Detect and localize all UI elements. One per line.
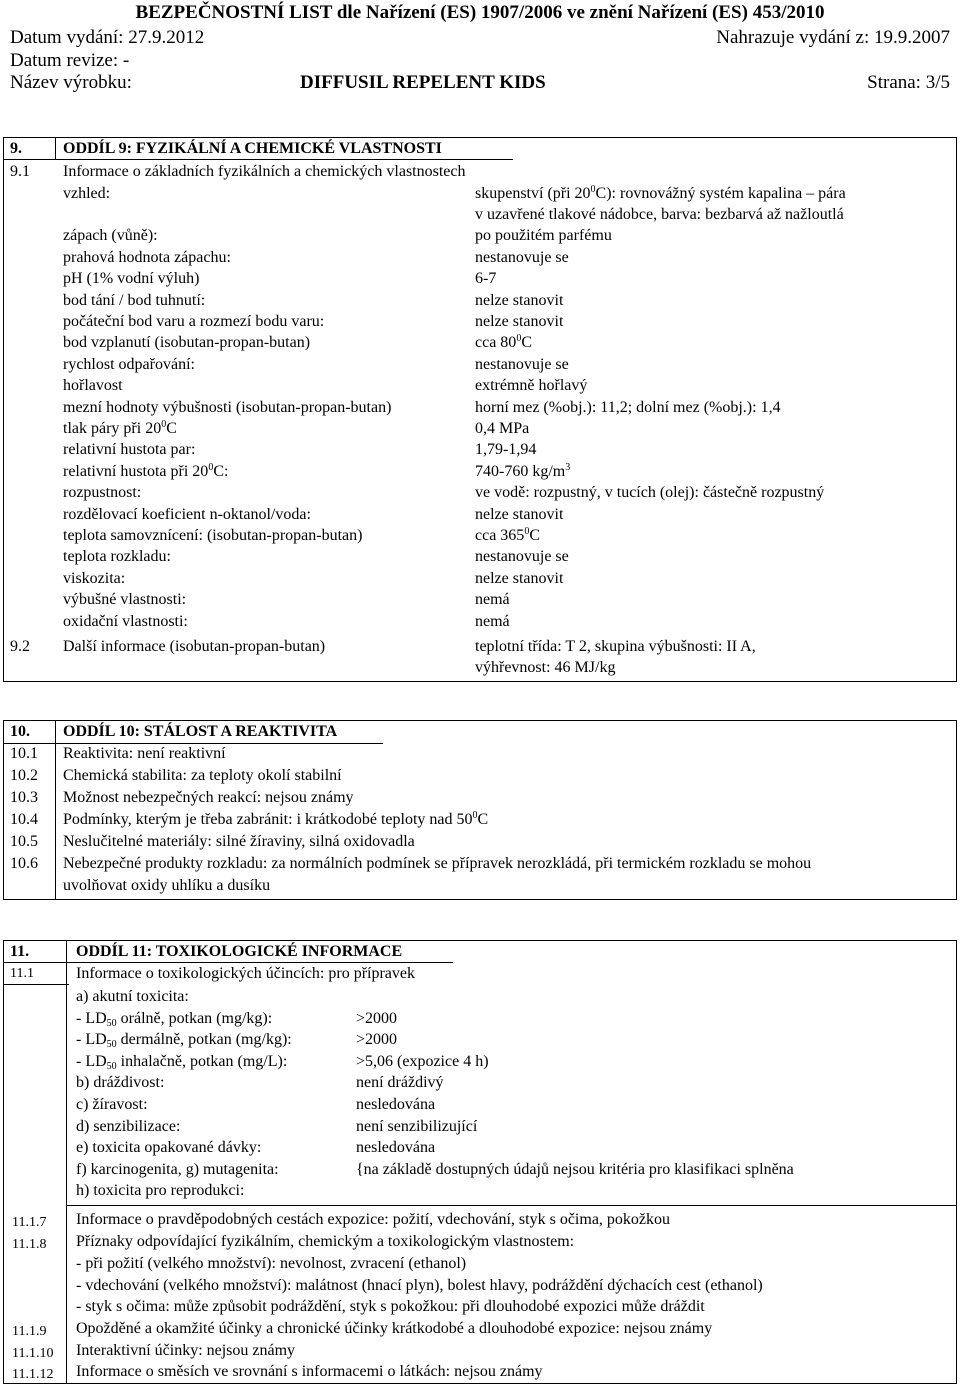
tox-value: >2000 <box>356 1009 398 1027</box>
product-label: Název výrobku: <box>10 72 132 93</box>
row-text: uvolňovat oxidy uhlíku a dusíku <box>63 877 271 894</box>
row-number: 10.2 <box>10 767 38 784</box>
section11-number: 11. <box>10 943 30 960</box>
row-text: Opožděné a okamžité účinky a chronické účinky krátkodobé a dlouhodobé expozice: nejsou známy <box>76 1320 713 1337</box>
property-value: nestanovuje se <box>475 548 569 566</box>
section9-2-value2: výhřevnost: 46 MJ/kg <box>475 659 616 676</box>
property-label: mezní hodnoty výbušnosti (isobutan-propan-butan) <box>63 398 392 416</box>
tox-value: >2000 <box>356 1031 398 1049</box>
property-value: nemá <box>475 591 510 609</box>
section11-1-number: 11.1 <box>10 966 34 981</box>
replaces-date: Nahrazuje vydání z: 19.9.2007 <box>716 27 950 48</box>
section9-title: ODDÍL 9: FYZIKÁLNÍ A CHEMICKÉ VLASTNOSTI <box>63 140 442 157</box>
tox-label: - $LD_{50}$ inhalačně, potkan (mg/L): <box>76 1052 288 1072</box>
row-text: Chemická stabilita: za teploty okolí stabilní <box>63 767 342 784</box>
row-text: Možnost nebezpečných reakcí: nejsou známy <box>63 789 354 806</box>
tox-value: není senzibilizující <box>356 1117 478 1135</box>
divider <box>55 137 56 159</box>
property-value: 6-7 <box>475 270 497 288</box>
property-label: pH (1% vodní výluh) <box>63 270 200 288</box>
property-label: počáteční bod varu a rozmezí bodu varu: <box>63 313 325 330</box>
property-label: relativní hustota par: <box>63 441 196 459</box>
divider <box>3 962 453 963</box>
tox-label: f) karcinogenita, g) mutagenita: <box>76 1160 279 1178</box>
row-number: 10.5 <box>10 833 38 850</box>
row-text: Interaktivní účinky: nejsou známy <box>76 1342 296 1359</box>
property-label: rozdělovací koeficient n-oktanol/voda: <box>63 505 311 523</box>
row-text: Neslučitelné materiály: silné žíraviny, silná oxidovadla <box>63 833 415 850</box>
row-text: Nebezpečné produkty rozkladu: za normálních podmínek se přípravek nerozkládá, při termickém rozkladu se mohou <box>63 855 812 872</box>
property-label: zápach (vůně): <box>63 227 158 245</box>
tox-label: c) žíravost: <box>76 1096 148 1113</box>
divider <box>55 720 56 900</box>
row-text: Reaktivita: není reaktivní <box>63 745 226 762</box>
property-value: nemá <box>475 612 510 630</box>
section9-1-number: 9.1 <box>10 163 30 180</box>
property-label: hořlavost <box>63 377 123 395</box>
row-text: Podmínky, kterým je třeba zabránit: i krátkodobé teploty nad $50^0C$ <box>63 810 489 828</box>
property-label: teplota rozkladu: <box>63 548 171 566</box>
row-number: 11.1.7 <box>12 1215 47 1230</box>
property-label: teplota samovznícení: (isobutan-propan-butan) <box>63 527 363 544</box>
row-text: - styk s očima: může způsobit podráždění, styk s pokožkou: při dlouhodobé expozici může dráždit <box>76 1298 705 1315</box>
row-text: Informace o pravděpodobných cestách expozice: požití, vdechování, styk s očima, pokožkou <box>76 1211 671 1228</box>
property-value: 0,4 MPa <box>475 420 530 437</box>
property-value: skupenství (při $20^0C$): rovnovážný systém kapalina – pára <box>475 184 846 202</box>
row-number: 11.1.10 <box>12 1346 54 1361</box>
page-number: Strana: 3/5 <box>867 72 950 93</box>
section10-title: ODDÍL 10: STÁLOST A REAKTIVITA <box>63 723 338 740</box>
row-number: 10.3 <box>10 789 38 806</box>
property-value: cca $365^0C$ <box>475 526 540 544</box>
property-label: relativní hustota při $20^0C$: <box>63 461 229 480</box>
property-label: prahová hodnota zápachu: <box>63 248 231 266</box>
divider <box>3 984 69 985</box>
section9-2-label: Další informace (isobutan-propan-butan) <box>63 638 326 655</box>
tox-label: - $LD_{50}$ dermálně, potkan (mg/kg): <box>76 1031 292 1051</box>
property-value: 740-760 $kg/m^3$ <box>475 461 571 480</box>
property-value: horní mez (%obj.): 11,2; dolní mez (%obj.): 1,4 <box>475 398 781 416</box>
tox-value: >5,06 (expozice 4 h) <box>356 1052 489 1070</box>
document-title: BEZPEČNOSTNÍ LIST dle Nařízení (ES) 1907/2006 ve znění Nařízení (ES) 453/2010 <box>135 2 825 23</box>
property-value: nelze stanovit <box>475 313 564 330</box>
row-text: - vdechování (velkého množství): malátnost (hnací plyn), bolest hlavy, podráždění dýchacích cest (ethanol) <box>76 1277 763 1294</box>
issue-date: Datum vydání: 27.9.2012 <box>10 27 205 48</box>
row-number: 11.1.9 <box>12 1324 47 1339</box>
tox-label: b) dráždivost: <box>76 1074 165 1092</box>
property-value: nelze stanovit <box>475 505 564 523</box>
divider <box>3 743 383 744</box>
tox-label: h) toxicita pro reprodukci: <box>76 1182 245 1200</box>
property-label: bod tání / bod tuhnutí: <box>63 291 206 309</box>
tox-label: - $LD_{50}$ orálně, potkan (mg/kg): <box>76 1009 273 1029</box>
tox-value: není dráždivý <box>356 1074 444 1092</box>
property-label: výbušné vlastnosti: <box>63 591 187 609</box>
row-text: Informace o směsích ve srovnání s informacemi o látkách: nejsou známy <box>76 1363 543 1380</box>
tox-label: d) senzibilizace: <box>76 1117 181 1135</box>
row-number: 11.1.12 <box>12 1367 54 1382</box>
divider <box>66 1205 957 1206</box>
section9-number: 9. <box>10 140 22 157</box>
tox-value: nesledována <box>356 1139 436 1157</box>
row-number: 10.4 <box>10 811 38 828</box>
property-label: viskozita: <box>63 569 126 587</box>
property-value: po použitém parfému <box>475 227 612 245</box>
section10-number: 10. <box>10 723 30 740</box>
section9-2-value: teplotní třída: T 2, skupina výbušnosti: II A, <box>475 638 756 655</box>
row-number: 11.1.8 <box>12 1237 47 1252</box>
property-value: nelze stanovit <box>475 291 564 309</box>
property-value: nestanovuje se <box>475 248 569 266</box>
divider <box>3 159 513 160</box>
property-label: rychlost odpařování: <box>63 355 195 373</box>
section9-2-number: 9.2 <box>10 638 30 655</box>
section9-1-title: Informace o základních fyzikálních a chemických vlastnostech <box>63 163 466 180</box>
row-number: 10.1 <box>10 745 38 762</box>
section11-title: ODDÍL 11: TOXIKOLOGICKÉ INFORMACE <box>76 943 403 960</box>
property-label: tlak páry při $20^0C$ <box>63 419 177 437</box>
section11-1-title: Informace o toxikologických účincích: pro přípravek <box>76 965 415 982</box>
property-value: cca $80^0C$ <box>475 333 532 352</box>
tox-value: {na základě dostupných údajů nejsou kritéria pro klasifikaci splněna <box>356 1160 794 1178</box>
property-value: ve vodě: rozpustný, v tucích (olej): částečně rozpustný <box>475 484 825 502</box>
product-name: DIFFUSIL REPELENT KIDS <box>300 72 546 93</box>
property-value: nelze stanovit <box>475 569 564 587</box>
revision-date: Datum revize: - <box>10 50 130 71</box>
row-text: - při požití (velkého množství): nevolnost, zvracení (ethanol) <box>76 1255 467 1272</box>
property-label: rozpustnost: <box>63 484 142 502</box>
tox-label: e) toxicita opakované dávky: <box>76 1139 262 1157</box>
divider <box>66 940 67 1384</box>
property-label: bod vzplanutí (isobutan-propan-butan) <box>63 334 311 352</box>
property-label: oxidační vlastnosti: <box>63 612 188 630</box>
row-number: 10.6 <box>10 855 38 872</box>
property-value: 1,79-1,94 <box>475 441 537 459</box>
row-text: Příznaky odpovídající fyzikálním, chemickým a toxikologickým vlastnostem: <box>76 1233 575 1250</box>
tox-value: nesledována <box>356 1096 436 1113</box>
tox-label: a) akutní toxicita: <box>76 988 189 1005</box>
property-value: extrémně hořlavý <box>475 377 588 395</box>
property-value: v uzavřené tlakové nádobce, barva: bezbarvá až nažloutlá <box>475 206 844 223</box>
property-label: vzhled: <box>63 185 111 202</box>
property-value: nestanovuje se <box>475 355 569 373</box>
